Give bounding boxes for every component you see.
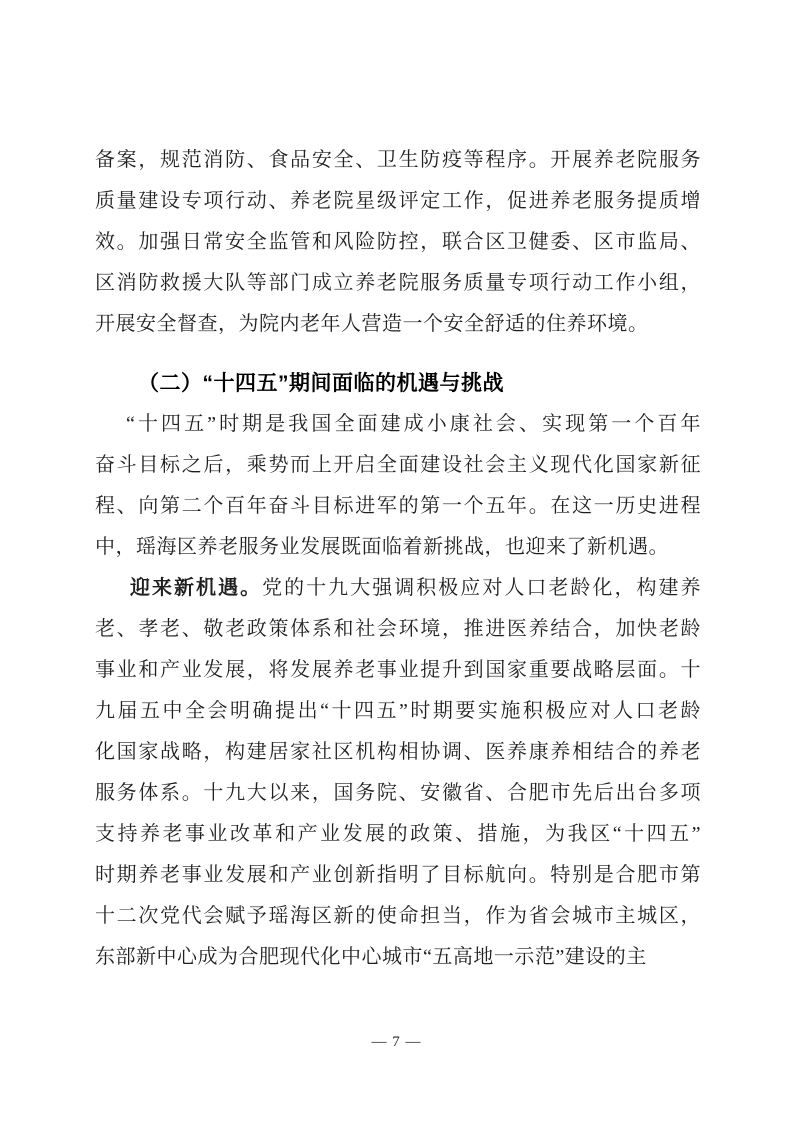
section-heading: （二）“十四五”期间面临的机遇与挑战 xyxy=(138,372,505,395)
page-body xyxy=(95,140,701,978)
body-line: 效。加强日常安全监管和风险防控，联合区卫健委、区市监局、 xyxy=(95,231,701,253)
body-line: 九届五中全会明确提出“十四五”时期要实施积极应对人口老龄 xyxy=(95,700,701,722)
body-line: 奋斗目标之后，乘势而上开启全面建设社会主义现代化国家新征 xyxy=(95,454,701,476)
body-line: 时期养老事业发展和产业创新指明了目标航向。特别是合肥市第 xyxy=(95,864,701,886)
body-line: 支持养老事业改革和产业发展的政策、措施，为我区“十四五” xyxy=(95,823,701,845)
body-line: 区消防救援大队等部门成立养老院服务质量专项行动工作小组， xyxy=(95,272,701,294)
body-line: 服务体系。十九大以来，国务院、安徽省、合肥市先后出台多项 xyxy=(95,782,701,804)
body-line: 事业和产业发展，将发展养老事业提升到国家重要战略层面。十 xyxy=(95,659,701,681)
body-text: 党的十九大强调积极应对人口老龄化，构建养 xyxy=(262,577,701,599)
body-line xyxy=(95,568,701,609)
paragraph-lead: 迎来新机遇。 xyxy=(130,577,263,599)
body-line: 化国家战略，构建居家社区机构相协调、医养康养相结合的养老 xyxy=(95,741,701,763)
body-line: 中，瑶海区养老服务业发展既面临着新挑战，也迎来了新机遇。 xyxy=(95,536,669,558)
body-line: 质量建设专项行动、养老院星级评定工作，促进养老服务提质增 xyxy=(95,190,701,212)
body-line: 十二次党代会赋予瑶海区新的使命担当，作为省会城市主城区， xyxy=(95,905,701,927)
body-line: 东部新中心成为合肥现代化中心城市“五高地一示范”建设的主 xyxy=(95,946,647,968)
page-number: — 7 — xyxy=(371,1034,422,1050)
body-line: 老、孝老、敬老政策体系和社会环境，推进医养结合，加快老龄 xyxy=(95,618,701,640)
body-line: 备案，规范消防、食品安全、卫生防疫等程序。开展养老院服务 xyxy=(95,149,701,171)
body-line: “十四五”时期是我国全面建成小康社会、实现第一个百年 xyxy=(126,413,701,435)
body-line: 开展安全督查，为院内老年人营造一个安全舒适的住养环境。 xyxy=(95,313,649,335)
body-line: 程、向第二个百年奋斗目标进军的第一个五年。在这一历史进程 xyxy=(95,495,701,517)
